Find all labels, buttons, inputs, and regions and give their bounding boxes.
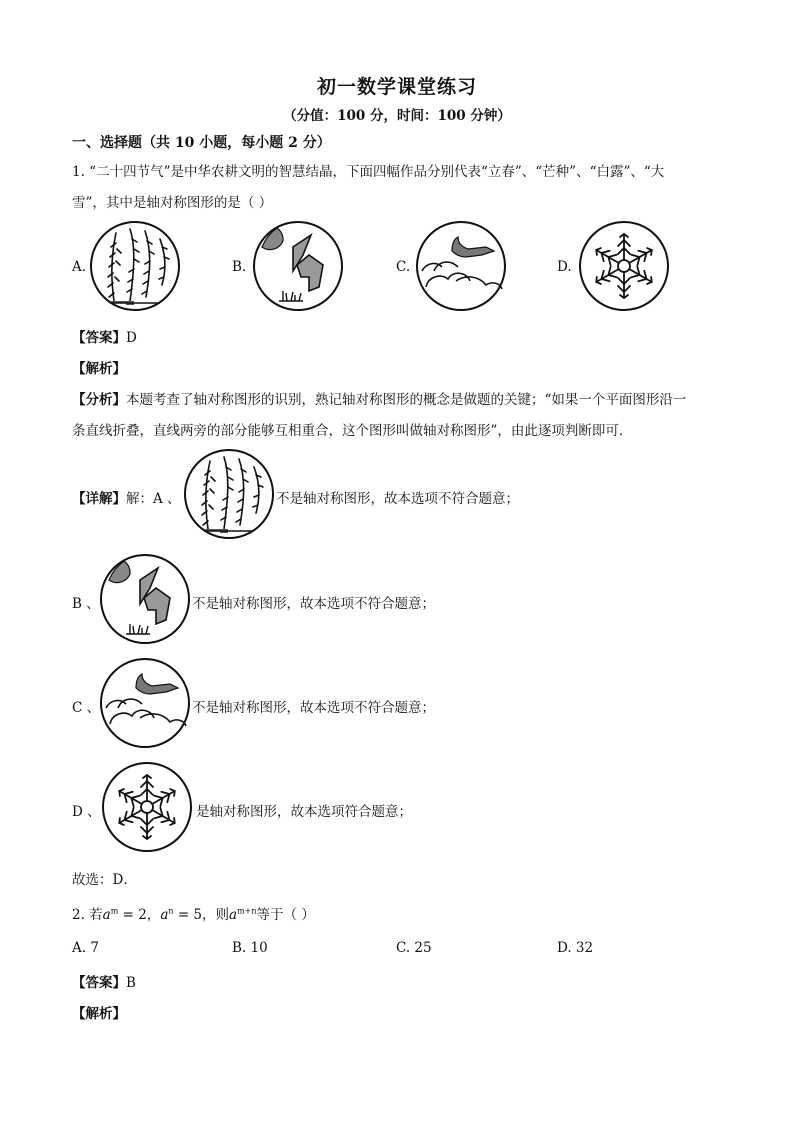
fenxi-label: 【分析】 <box>72 392 126 408</box>
q2-option-b: B. 10 <box>232 940 268 956</box>
q2-option-a: A. 7 <box>72 940 99 956</box>
cloud-bird-picture-icon <box>100 658 190 748</box>
snowflake-picture-icon <box>579 221 669 311</box>
section-heading: 一、选择题（共 10 小题，每小题 2 分） <box>72 135 331 151</box>
q1-detail-a-text: 不是轴对称图形，故本选项不符合题意； <box>276 491 519 507</box>
q1-fenxi-line2: 条直线折叠，直线两旁的部分能够互相重合，这个图形叫做轴对称图形”，由此逐项判断即可． <box>72 423 633 439</box>
page-subtitle: （分值：100 分，时间：100 分钟） <box>283 108 511 124</box>
q2-analysis-label: 【解析】 <box>72 1006 126 1022</box>
q1-option-b-label: B. <box>232 259 247 275</box>
q1-detail-d-prefix: D 、 <box>72 804 101 820</box>
q1-detail-c-text: 不是轴对称图形，故本选项不符合题意； <box>192 700 435 716</box>
willow-picture-icon <box>184 449 274 539</box>
q1-option-c-label: C. <box>396 259 411 275</box>
q1-analysis-label: 【解析】 <box>72 361 126 377</box>
answer-label: 【答案】 <box>72 330 126 346</box>
q1-choice-statement: 故选：D． <box>72 872 137 888</box>
q1-detail-b-text: 不是轴对称图形，故本选项不符合题意； <box>192 596 435 612</box>
willow-picture-icon <box>90 221 180 311</box>
q1-answer <box>72 326 137 346</box>
q1-fenxi-line1: 【分析】本题考查了轴对称图形的识别，熟记轴对称图形的概念是做题的关键；“如果一个平面图形沿一 <box>72 392 687 408</box>
answer-label: 【答案】 <box>72 975 126 991</box>
house-moon-picture-icon <box>253 221 343 311</box>
q1-detail-b-prefix: B 、 <box>72 596 100 612</box>
q1-option-d-label: D. <box>557 259 572 275</box>
answer-value: D <box>126 330 137 346</box>
q2-answer <box>72 971 136 991</box>
q1-detail-a-prefix: 【详解】解：A 、 <box>72 491 181 507</box>
page-title: 初一数学课堂练习 <box>316 76 477 98</box>
q2-option-d: D. 32 <box>557 940 594 956</box>
q1-option-a-label: A. <box>72 259 87 275</box>
answer-value: B <box>126 975 136 991</box>
house-moon-picture-icon <box>100 554 190 644</box>
q1-detail-d-text: 是轴对称图形，故本选项符合题意； <box>196 804 412 820</box>
cloud-bird-picture-icon <box>416 221 506 311</box>
q1-stem-line2: 雪”，其中是轴对称图形的是（ ） <box>72 195 273 211</box>
q2-stem: 2. 若$a^m = 2$，$a^n = 5$，则$a^{m+n}$等于（ ） <box>72 906 315 923</box>
q1-detail-c-prefix: C 、 <box>72 700 101 716</box>
snowflake-picture-icon <box>102 762 192 852</box>
detail-label: 【详解】 <box>72 491 126 507</box>
q1-stem-line1: 1. “二十四节气”是中华农耕文明的智慧结晶，下面四幅作品分别代表“立春”、“芒种”、“白露”、“大 <box>72 164 665 180</box>
q2-option-c: C. 25 <box>396 940 432 956</box>
